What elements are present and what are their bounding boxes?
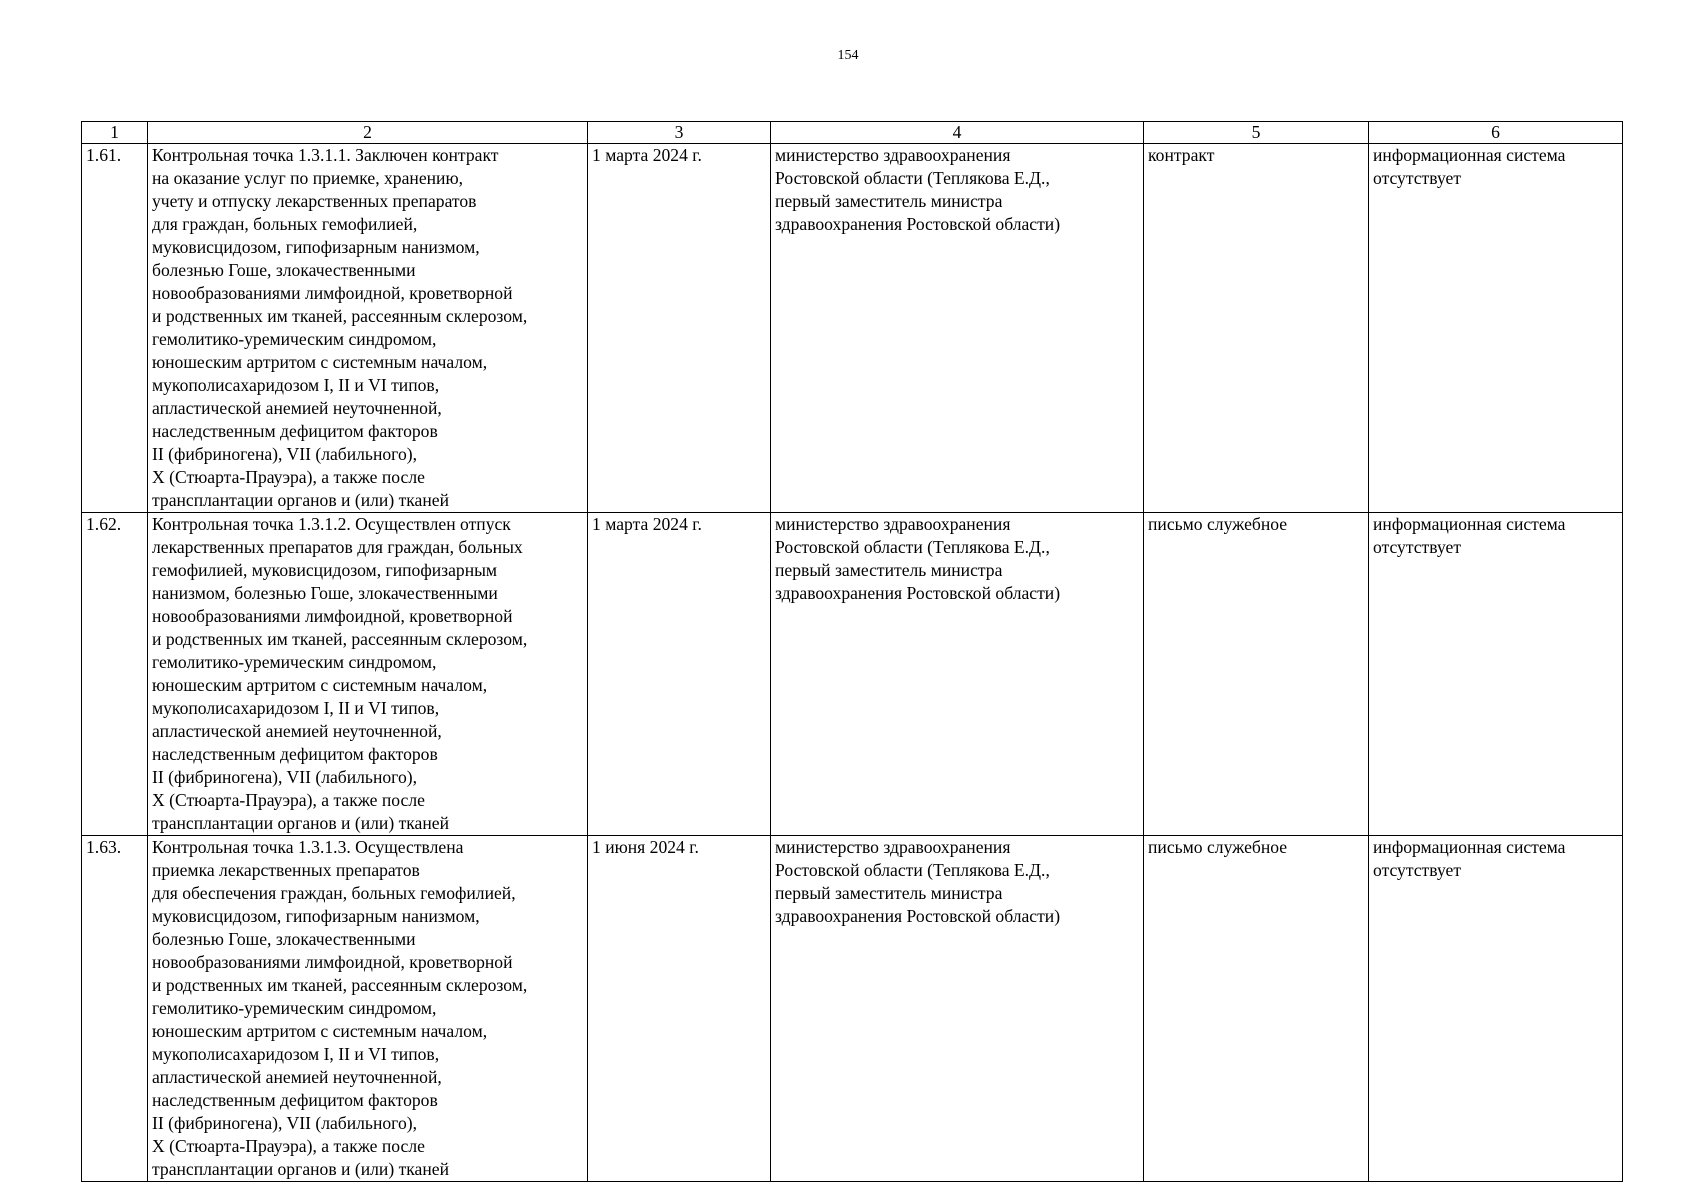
responsible-line: здравоохранения Ростовской области)	[775, 906, 1061, 926]
responsible-line: министерство здравоохранения	[775, 514, 1011, 534]
column-header-6: 6	[1369, 122, 1623, 144]
column-header-2: 2	[148, 122, 588, 144]
description-line: и родственных им тканей, рассеянным склерозом,	[152, 629, 528, 649]
description-line: Контрольная точка 1.3.1.3. Осуществлена	[152, 837, 464, 857]
page-number: 154	[837, 48, 859, 63]
responsible-line: Ростовской области (Теплякова Е.Д.,	[775, 860, 1050, 880]
description-line: мукополисахаридозом I, II и VI типов,	[152, 375, 440, 395]
description-line: лекарственных препаратов для граждан, больных	[152, 537, 523, 557]
description-line: X (Стюарта-Прауэра), а также после	[152, 790, 425, 810]
column-header-5: 5	[1144, 122, 1369, 144]
description-line: и родственных им тканей, рассеянным склерозом,	[152, 306, 528, 326]
table-row	[82, 513, 1623, 836]
description-line: приемка лекарственных препаратов	[152, 860, 420, 880]
info-line: информационная система	[1373, 514, 1566, 534]
description-line: наследственным дефицитом факторов	[152, 1090, 438, 1110]
responsible-line: первый заместитель министра	[775, 883, 1003, 903]
description-line: муковисцидозом, гипофизарным нанизмом,	[152, 237, 480, 257]
responsible-line: первый заместитель министра	[775, 560, 1003, 580]
info-line: отсутствует	[1373, 168, 1462, 188]
description-line: юношеским артритом с системным началом,	[152, 1021, 488, 1041]
column-header-4: 4	[771, 122, 1144, 144]
description-line: юношеским артритом с системным началом,	[152, 352, 488, 372]
info-line: отсутствует	[1373, 860, 1462, 880]
table-header-row	[82, 122, 1623, 144]
row-number: 1.62.	[82, 513, 148, 836]
description-line: наследственным дефицитом факторов	[152, 421, 438, 441]
confirming-document: письмо служебное	[1144, 836, 1369, 1182]
description-line: II (фибриногена), VII (лабильного),	[152, 1113, 418, 1133]
description-line: мукополисахаридозом I, II и VI типов,	[152, 698, 440, 718]
description-line: болезнью Гоше, злокачественными	[152, 929, 416, 949]
description-line: и родственных им тканей, рассеянным склерозом,	[152, 975, 528, 995]
description-line: учету и отпуску лекарственных препаратов	[152, 191, 477, 211]
description-line: юношеским артритом с системным началом,	[152, 675, 488, 695]
description-line: апластической анемией неуточненной,	[152, 721, 442, 741]
description-line: болезнью Гоше, злокачественными	[152, 260, 416, 280]
description-line: новообразованиями лимфоидной, кроветворной	[152, 606, 513, 626]
column-header-3: 3	[588, 122, 771, 144]
description-line: гемофилией, муковисцидозом, гипофизарным	[152, 560, 498, 580]
control-point-description	[148, 513, 588, 836]
description-line: II (фибриногена), VII (лабильного),	[152, 767, 418, 787]
description-line: новообразованиями лимфоидной, кроветворной	[152, 952, 513, 972]
info-line: информационная система	[1373, 837, 1566, 857]
control-point-description	[148, 836, 588, 1182]
description-line: X (Стюарта-Прауэра), а также после	[152, 467, 425, 487]
deadline-date: 1 марта 2024 г.	[588, 513, 771, 836]
description-line: Контрольная точка 1.3.1.1. Заключен контракт	[152, 145, 499, 165]
table-row	[82, 836, 1623, 1182]
information-system	[1369, 836, 1623, 1182]
description-line: X (Стюарта-Прауэра), а также после	[152, 1136, 425, 1156]
description-line: трансплантации органов и (или) тканей	[152, 1159, 450, 1179]
description-line: гемолитико-уремическим синдромом,	[152, 652, 437, 672]
responsible-executor	[771, 836, 1144, 1182]
responsible-line: министерство здравоохранения	[775, 837, 1011, 857]
responsible-line: здравоохранения Ростовской области)	[775, 583, 1061, 603]
info-line: отсутствует	[1373, 537, 1462, 557]
responsible-line: здравоохранения Ростовской области)	[775, 214, 1061, 234]
description-line: трансплантации органов и (или) тканей	[152, 813, 450, 833]
description-line: для граждан, больных гемофилией,	[152, 214, 418, 234]
deadline-date: 1 марта 2024 г.	[588, 144, 771, 513]
row-number: 1.63.	[82, 836, 148, 1182]
description-line: гемолитико-уремическим синдромом,	[152, 998, 437, 1018]
information-system	[1369, 513, 1623, 836]
description-line: на оказание услуг по приемке, хранению,	[152, 168, 464, 188]
description-line: трансплантации органов и (или) тканей	[152, 490, 450, 510]
table-row	[82, 144, 1623, 513]
responsible-line: министерство здравоохранения	[775, 145, 1011, 165]
information-system	[1369, 144, 1623, 513]
responsible-line: первый заместитель министра	[775, 191, 1003, 211]
description-line: для обеспечения граждан, больных гемофилией,	[152, 883, 516, 903]
confirming-document: контракт	[1144, 144, 1369, 513]
description-line: муковисцидозом, гипофизарным нанизмом,	[152, 906, 480, 926]
description-line: II (фибриногена), VII (лабильного),	[152, 444, 418, 464]
responsible-executor	[771, 144, 1144, 513]
row-number: 1.61.	[82, 144, 148, 513]
description-line: мукополисахаридозом I, II и VI типов,	[152, 1044, 440, 1064]
deadline-date: 1 июня 2024 г.	[588, 836, 771, 1182]
responsible-executor	[771, 513, 1144, 836]
control-points-table	[81, 121, 1623, 1182]
responsible-line: Ростовской области (Теплякова Е.Д.,	[775, 537, 1050, 557]
column-header-1: 1	[82, 122, 148, 144]
responsible-line: Ростовской области (Теплякова Е.Д.,	[775, 168, 1050, 188]
description-line: апластической анемией неуточненной,	[152, 1067, 442, 1087]
description-line: нанизмом, болезнью Гоше, злокачественными	[152, 583, 498, 603]
description-line: наследственным дефицитом факторов	[152, 744, 438, 764]
control-point-description	[148, 144, 588, 513]
description-line: Контрольная точка 1.3.1.2. Осуществлен отпуск	[152, 514, 511, 534]
info-line: информационная система	[1373, 145, 1566, 165]
confirming-document: письмо служебное	[1144, 513, 1369, 836]
description-line: гемолитико-уремическим синдромом,	[152, 329, 437, 349]
description-line: апластической анемией неуточненной,	[152, 398, 442, 418]
description-line: новообразованиями лимфоидной, кроветворной	[152, 283, 513, 303]
